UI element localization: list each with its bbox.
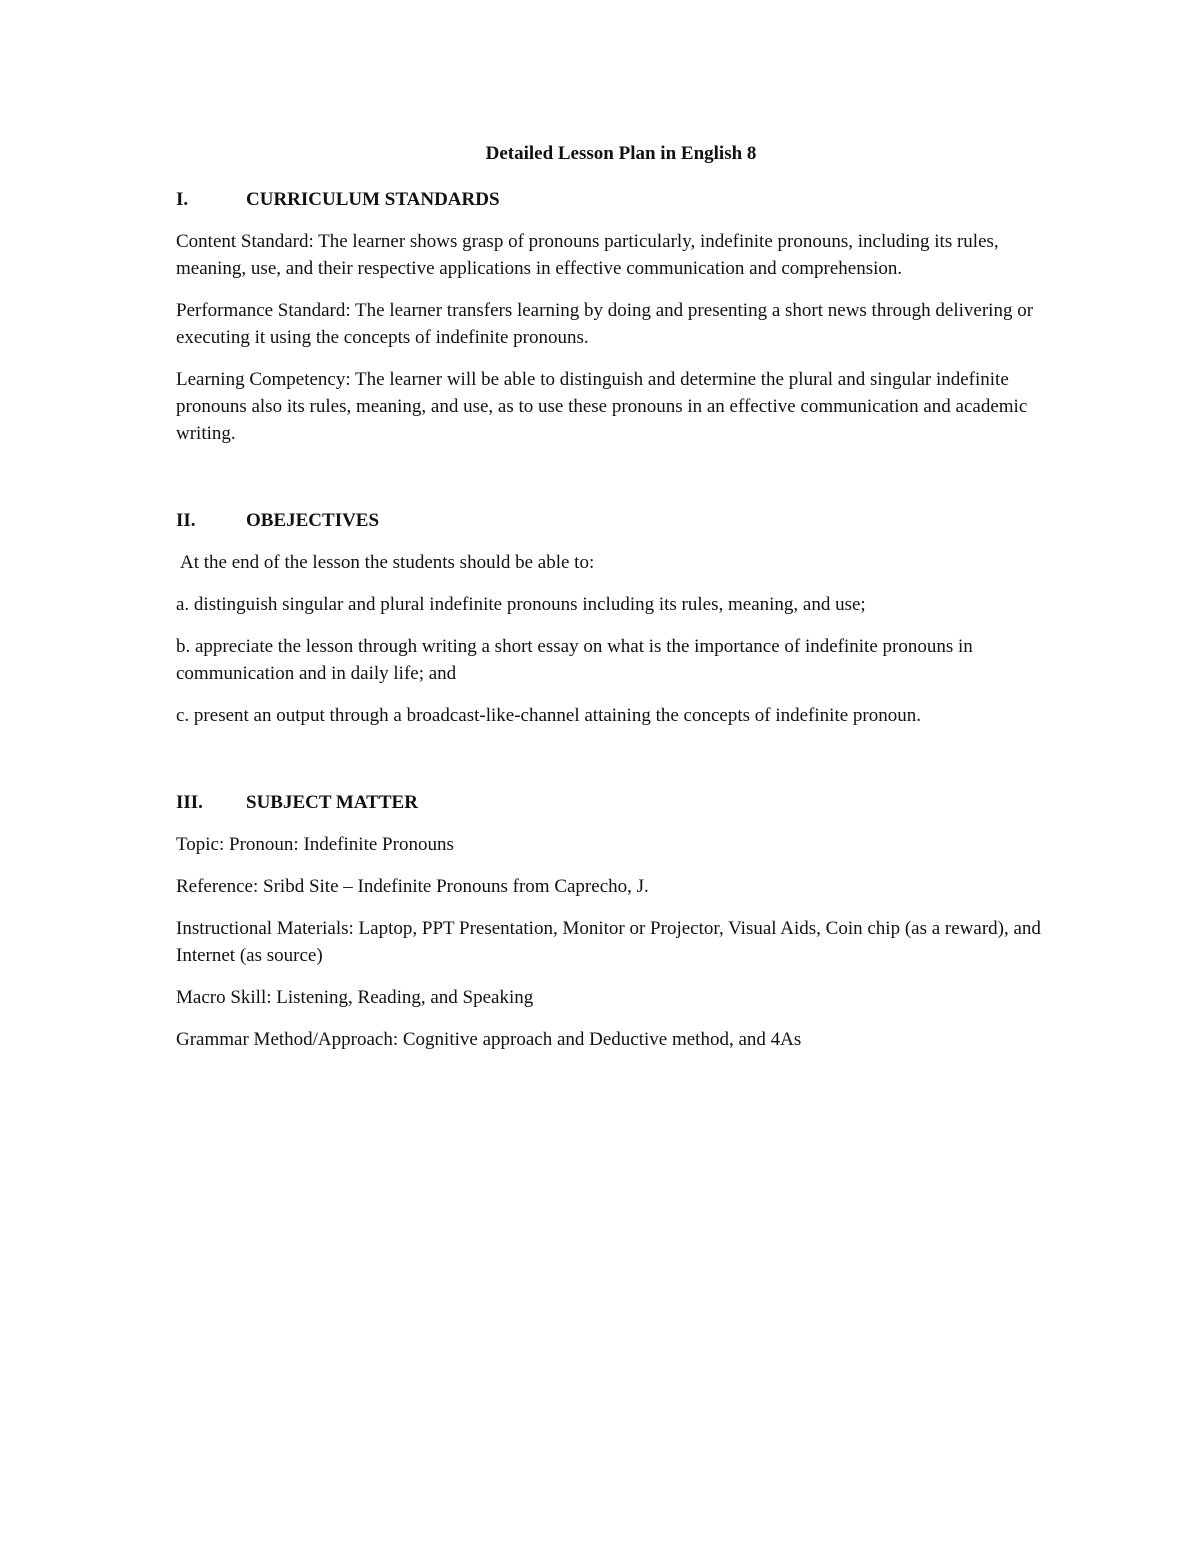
document-body xyxy=(176,140,1066,1068)
section-title: CURRICULUM STANDARDS xyxy=(246,189,500,210)
macro-skill-line: Macro Skill: Listening, Reading, and Speaking xyxy=(176,987,534,1008)
reference-line: Reference: Sribd Site – Indefinite Pronouns from Caprecho, J. xyxy=(176,876,649,897)
document-title: Detailed Lesson Plan in English 8 xyxy=(485,143,757,164)
section-number: I. xyxy=(176,189,189,210)
content-standard-paragraph: Content Standard: The learner shows grasp of pronouns particularly, indefinite pronouns, including its rules, meaning, use, and their respective applications in effective communication and comprehension. xyxy=(176,231,999,279)
grammar-method-line: Grammar Method/Approach: Cognitive approach and Deductive method, and 4As xyxy=(176,1029,802,1050)
topic-line: Topic: Pronoun: Indefinite Pronouns xyxy=(176,834,454,855)
section-heading-curriculum-standards xyxy=(176,186,1066,213)
objectives-intro: At the end of the lesson the students should be able to: xyxy=(180,552,595,573)
section-heading-objectives xyxy=(176,507,1066,534)
learning-competency-paragraph: Learning Competency: The learner will be able to distinguish and determine the plural and singular indefinite pronouns also its rules, meaning, and use, as to use these pronouns in an effective communication and academic writing. xyxy=(176,369,1028,444)
objective-item-b: b. appreciate the lesson through writing a short essay on what is the importance of indefinite pronouns in communication and in daily life; and xyxy=(176,636,973,684)
section-number: III. xyxy=(176,792,203,813)
objective-item-c: c. present an output through a broadcast-like-channel attaining the concepts of indefinite pronoun. xyxy=(176,705,921,726)
section-spacer xyxy=(176,744,1066,789)
performance-standard-paragraph: Performance Standard: The learner transfers learning by doing and presenting a short news through delivering or executing it using the concepts of indefinite pronouns. xyxy=(176,300,1034,348)
section-title: OBEJECTIVES xyxy=(246,510,380,531)
objective-item-a: a. distinguish singular and plural indefinite pronouns including its rules, meaning, and use; xyxy=(176,594,866,615)
section-heading-subject-matter xyxy=(176,789,1066,816)
section-spacer xyxy=(176,462,1066,507)
instructional-materials-paragraph: Instructional Materials: Laptop, PPT Presentation, Monitor or Projector, Visual Aids, Coin chip (as a reward), and Internet (as source) xyxy=(176,918,1041,966)
section-title: SUBJECT MATTER xyxy=(246,792,418,813)
section-number: II. xyxy=(176,510,196,531)
